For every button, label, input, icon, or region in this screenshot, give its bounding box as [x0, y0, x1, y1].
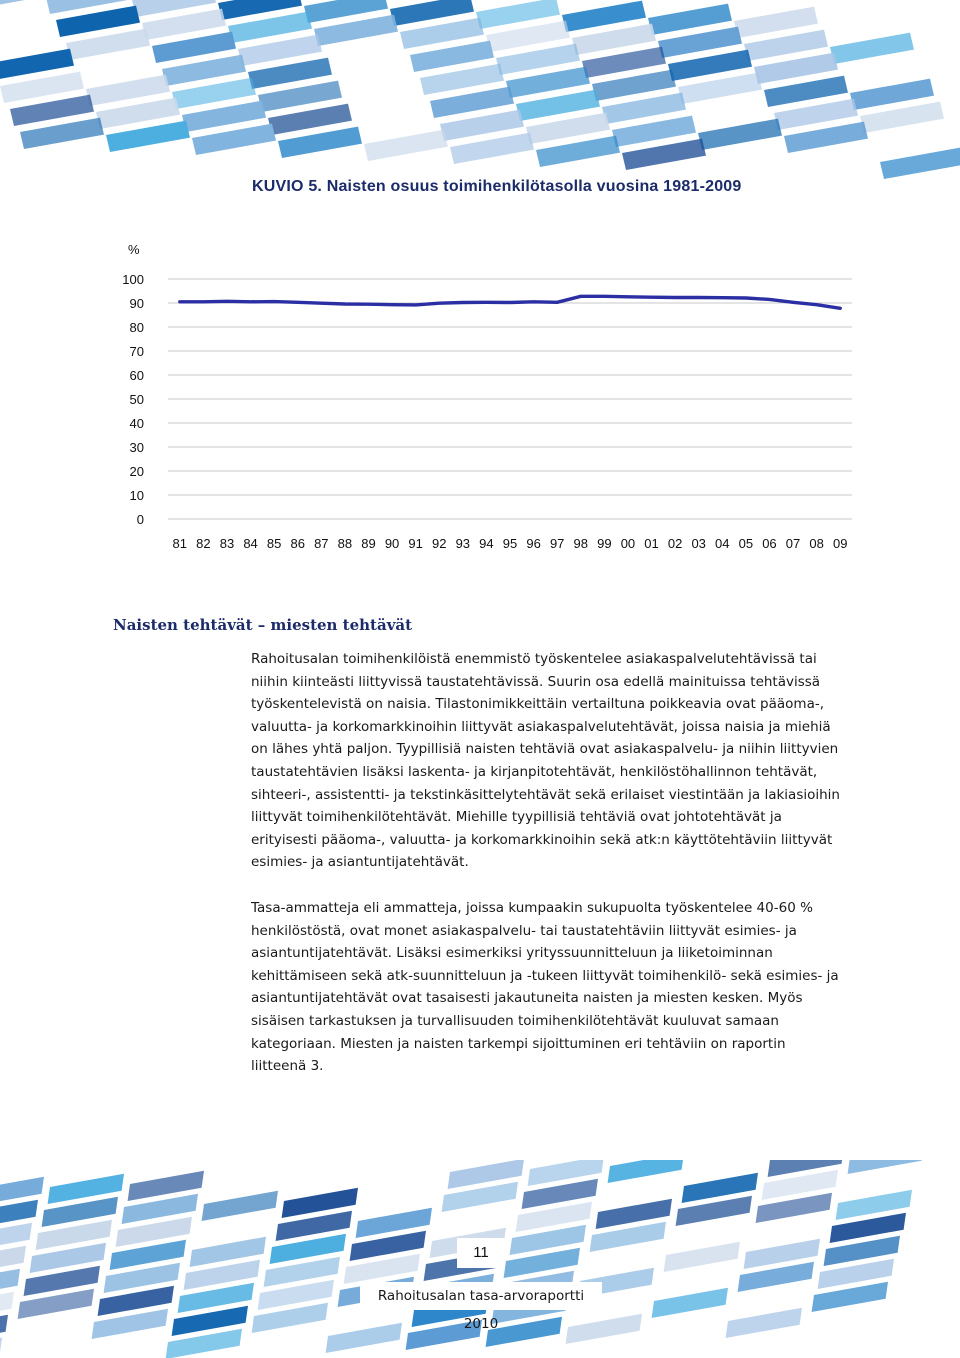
decor-tile — [608, 1160, 684, 1183]
x-tick-label-90: 90 — [384, 536, 400, 551]
decor-tile — [664, 1242, 740, 1272]
x-tick-label-93: 93 — [455, 536, 471, 551]
x-tick-label-00: 00 — [620, 536, 636, 551]
x-tick-label-06: 06 — [762, 536, 777, 551]
paragraph-women-men-tasks: Rahoitusalan toimihenkilöistä enemmistö työskentelee asiakaspalvelutehtävissä tai niihin kiinteästi liittyvissä taustatehtävissä. Suurin osa edellä mainituissa tehtävissä työskentelevistä on naisia. Tilastonimikkeittäin vertailtuna poikkeavia ovat pääoma-, valuutta- ja korkomarkkinoihin liittyvät asiakaspalvelutehtävät, joissa naisia ja miehiä on lähes yhtä paljon. Tyypillisiä naisten tehtäviä ovat asiakaspalvelu- ja niihin liittyvien taustatehtävien lisäksi laskenta- ja kirjanpitotehtävät, henkilöstöhallinnon tehtävät, sihteeri-, assistentti- ja tekstinkäsittelytehtävät sekä erilaiset viestintään ja lakiasioihin liittyvät toimihenkilötehtävät. Miehille tyypillisiä tehtäviä ovat johtotehtävät ja erityisesti pääoma-, valuutta- ja korkomarkkinoihin sekä atk:n käyttötehtäviin liittyvät esimies- ja asiantuntijatehtävät. — [251, 651, 840, 871]
x-tick-label-97: 97 — [549, 536, 565, 551]
x-tick-label-04: 04 — [715, 536, 730, 551]
x-tick-label-92: 92 — [432, 536, 447, 551]
decor-tile — [848, 1160, 924, 1174]
x-tick-label-98: 98 — [573, 536, 588, 551]
x-tick-label-88: 88 — [337, 536, 353, 551]
x-tick-label-81: 81 — [172, 536, 188, 551]
x-tick-label-02: 02 — [667, 536, 683, 551]
decor-tile — [652, 1288, 728, 1318]
report-title-footer: Rahoitusalan tasa-arvoraportti 2010 — [360, 1282, 602, 1310]
x-tick-label-89: 89 — [361, 536, 376, 551]
x-tick-label-82: 82 — [196, 536, 211, 551]
y-tick-label-90: 90 — [129, 296, 144, 311]
y-tick-label-60: 60 — [129, 368, 144, 383]
decor-tile — [726, 1308, 802, 1338]
y-tick-label-70: 70 — [129, 344, 144, 359]
figure-title: KUVIO 5. Naisten osuus toimihenkilötasolla vuosina 1981-2009 — [252, 178, 742, 195]
top-decorative-tile-band — [0, 0, 960, 180]
x-tick-label-95: 95 — [502, 536, 518, 551]
x-tick-label-87: 87 — [314, 536, 329, 551]
y-tick-label-30: 30 — [129, 440, 144, 455]
x-tick-label-85: 85 — [266, 536, 282, 551]
x-tick-label-08: 08 — [809, 536, 824, 551]
y-tick-label-10: 10 — [129, 488, 144, 503]
decor-tile — [0, 1338, 2, 1358]
x-tick-label-96: 96 — [526, 536, 541, 551]
x-tick-label-84: 84 — [243, 536, 258, 551]
x-tick-label-99: 99 — [597, 536, 612, 551]
y-tick-label-0: 0 — [136, 512, 144, 527]
line-chart-canvas — [110, 236, 870, 556]
page-number: 11 — [457, 1238, 505, 1268]
x-tick-label-83: 83 — [219, 536, 235, 551]
x-tick-label-86: 86 — [290, 536, 305, 551]
line-chart — [110, 236, 870, 560]
x-tick-label-94: 94 — [479, 536, 494, 551]
x-tick-label-05: 05 — [738, 536, 754, 551]
decor-tile — [364, 130, 448, 161]
decor-tile — [202, 1191, 278, 1221]
y-tick-label-20: 20 — [129, 464, 144, 479]
y-tick-label-50: 50 — [129, 392, 144, 407]
y-tick-label-80: 80 — [129, 320, 144, 335]
x-tick-label-01: 01 — [644, 536, 659, 551]
section-heading: Naisten tehtävät – miesten tehtävät — [113, 616, 413, 634]
x-tick-label-07: 07 — [785, 536, 801, 551]
x-tick-label-91: 91 — [408, 536, 423, 551]
decor-tile — [326, 1323, 402, 1353]
y-tick-label-100: 100 — [122, 272, 144, 287]
decor-tile — [566, 1314, 642, 1344]
decor-tile — [0, 0, 44, 11]
decor-tile — [698, 119, 782, 150]
decor-tile — [880, 148, 960, 179]
paragraph-equal-occupations: Tasa-ammatteja eli ammatteja, joissa kumpaakin sukupuolta työskentelee 40-60 % henkilöstöstä, ovat monet asiakaspalvelu- tai taustatehtäviin liittyvät esimies- ja asiantuntijatehtävät. Lisäksi esimerkiksi yrityssuunnitteluun ja liiketoiminnan kehittämiseen sekä atk-suunnitteluun ja -tukeen liittyvät toimihenkilö- sekä esimies- ja asiantuntijatehtävät ovat tasaisesti jakautuneita naisten ja miesten kesken. Myös sisäisen tarkastuksen ja turvallisuuden toimihenkilötehtävät kuuluvat samaan kategoriaan. Miesten ja naisten tarkempi sijoittuminen eri tehtäviin on raportin liitteenä 3. — [251, 900, 839, 1075]
top-tile-pattern — [0, 0, 960, 180]
x-tick-label-03: 03 — [691, 536, 706, 551]
x-tick-label-09: 09 — [832, 536, 848, 551]
y-axis-unit-label: % — [128, 242, 140, 257]
series-line-1 — [180, 296, 840, 308]
decor-tile — [830, 33, 914, 64]
y-tick-label-40: 40 — [129, 416, 144, 431]
